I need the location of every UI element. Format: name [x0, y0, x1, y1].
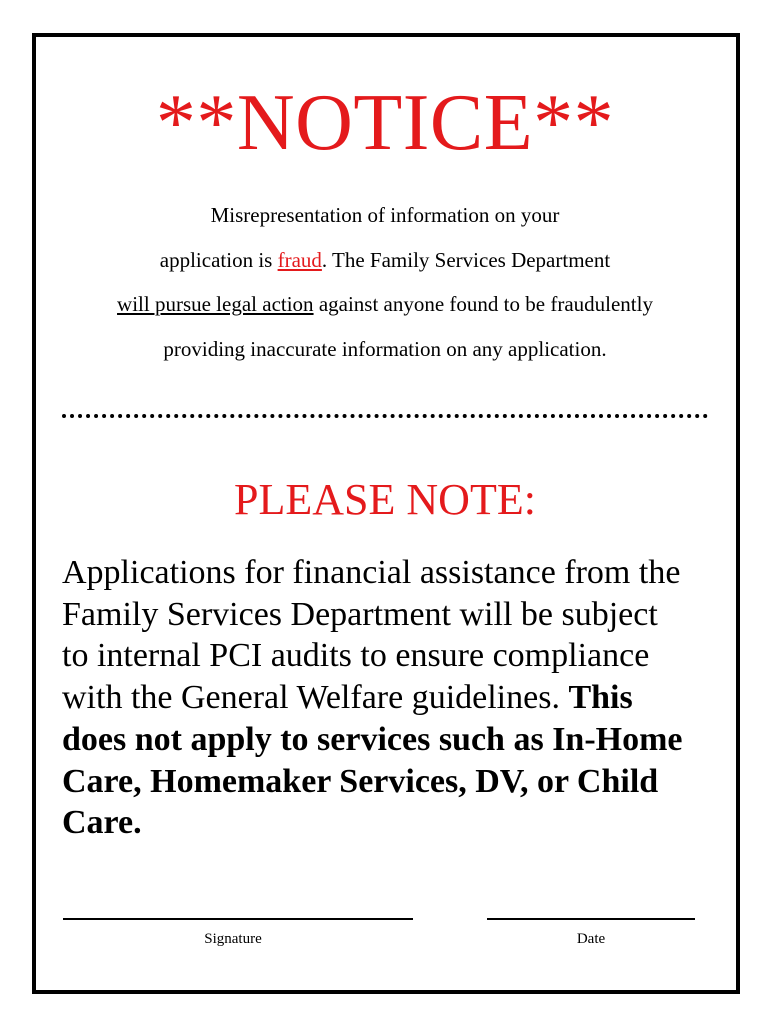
- signature-label: Signature: [204, 931, 262, 947]
- assistance-line-3: to internal PCI audits to ensure compliance: [62, 637, 650, 675]
- assistance-line-1: Applications for financial assistance from the: [62, 554, 681, 591]
- assistance-line-6-bold: Care, Homemaker Services, DV, or Child: [62, 762, 659, 800]
- legal-action-phrase: will pursue legal action: [117, 292, 314, 316]
- warning-line-2-pre: application is: [159, 247, 278, 272]
- assistance-line-5: [62, 719, 722, 761]
- please-note-heading: PLEASE NOTE:: [234, 475, 536, 524]
- signature-line[interactable]: [63, 918, 413, 920]
- warning-line-2: [0, 238, 770, 283]
- assistance-line-2: Family Services Department will be subject: [62, 595, 658, 633]
- assistance-line-7-bold: Care.: [62, 804, 142, 842]
- assistance-line-5-bold: does not apply to services such as In-Home: [62, 720, 683, 758]
- assistance-paragraph: [62, 552, 722, 844]
- assistance-line-4: [62, 677, 722, 719]
- warning-line-3-post: against anyone found to be fraudulently: [313, 292, 653, 316]
- fraud-warning: [0, 193, 770, 371]
- assistance-line-7: [62, 802, 722, 844]
- assistance-line-4-bold: This: [568, 679, 633, 717]
- warning-line-1: Misrepresentation of information on your: [210, 203, 560, 227]
- notice-title: **NOTICE**: [155, 79, 615, 167]
- fraud-link[interactable]: fraud: [277, 247, 322, 272]
- date-line[interactable]: [487, 918, 695, 920]
- warning-line-3: [0, 282, 770, 327]
- assistance-line-4-regular: with the General Welfare guidelines.: [62, 679, 569, 717]
- date-label: Date: [576, 931, 606, 947]
- assistance-line-6: [62, 761, 722, 803]
- warning-line-4: providing inaccurate information on any application.: [163, 336, 607, 361]
- dotted-divider: [62, 414, 708, 418]
- warning-line-2-post: . The Family Services Department: [321, 247, 611, 272]
